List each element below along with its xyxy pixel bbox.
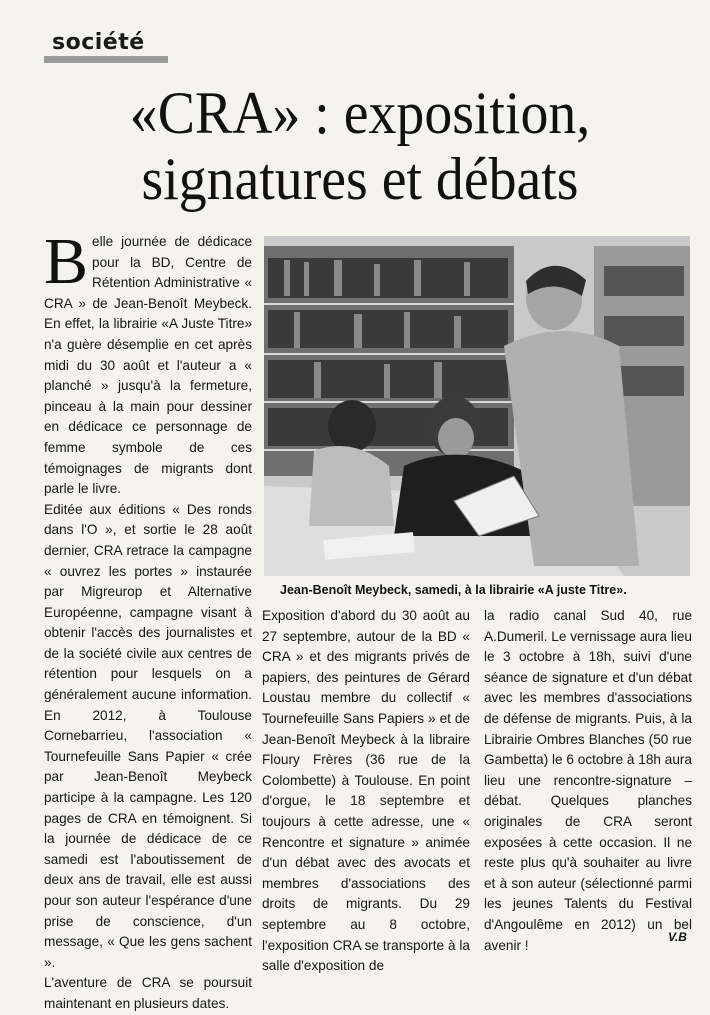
- paragraph-3: L'aventure de CRA se poursuit maintenant en plusieurs dates.: [44, 975, 252, 1011]
- article-column-1: [44, 225, 252, 1015]
- headline-line-2: signatures et débats: [141, 146, 579, 212]
- article-column-3: [484, 606, 692, 956]
- section-label: société: [52, 30, 145, 55]
- author-signature: V.B: [668, 930, 687, 944]
- drop-cap: B: [44, 225, 89, 298]
- paragraph-4: Exposition d'abord du 30 août au 27 septembre, autour de la BD « CRA » et des migrants privés de papiers, des peintures de Gérard Loustau membre du collectif « Tournefeuille Sans Papiers » et de Jean-Benoît Meybeck à la libraire Floury Frères (36 rue de la Colombette) à Toulouse. En point d'orgue, le 18 septembre et toujours à cette adresse, une « Rencontre et signature » animée d'un débat avec des avocats et membres d'associations des droits de migrants. Du 29 septembre au 8 octobre, l'exposition CRA se transporte à la salle d'exposition de: [262, 608, 470, 974]
- article-column-2: [262, 606, 470, 977]
- section-underline: [44, 56, 168, 63]
- headline: [62, 80, 657, 212]
- photo-caption: Jean-Benoît Meybeck, samedi, à la librairie «A juste Titre».: [280, 583, 627, 597]
- headline-line-1: «CRA» : exposition,: [129, 80, 591, 146]
- photo-illustration: [264, 236, 690, 576]
- bookstore-photo: [264, 236, 690, 576]
- paragraph-1: [44, 225, 252, 500]
- paragraph-1-text: elle journée de dédicace pour la BD, Centre de Rétention Administrative « CRA » de Jean-Benoît Meybeck. En effet, la librairie «A Juste Titre» n'a guère désemplie en cet après midi du 30 août et l'auteur a « planché » jusqu'à la fermeture, pinceau à la main pour dessiner en dédicace ce personnage de femme symbole de ces témoignages de migrants dont parle le livre.: [44, 234, 252, 497]
- paragraph-5: la radio canal Sud 40, rue A.Dumeril. Le vernissage aura lieu le 3 octobre à 18h, suivi d'une séance de signature et d'un débat avec les membres d'associations de défense de migrants. Puis, à la Librairie Ombres Blanches (50 rue Gambetta) le 6 octobre à 18h aura lieu une rencontre-signature – débat. Quelques planches originales de CRA seront exposées à cette occasion. Il ne reste plus qu'à souhaiter au livre et à son auteur (sélectionné parmi les jeunes Talents du Festival d'Angoulême en 2012) un bel avenir !: [484, 608, 692, 953]
- paragraph-2: Editée aux éditions « Des ronds dans l'O », et sortie le 28 août dernier, CRA retrace la campagne « ouvrez les portes » instaurée par Migreurop et Alternative Européenne, campagne visant à obtenir l'accès des journalistes et de la société civile aux centres de rétention pour lesquels on a généralement aucune information. En 2012, à Toulouse Cornebarrieu, l'association « Tournefeuille Sans Papier « crée par Jean-Benoît Meybeck participe à la campagne. Les 120 pages de CRA en témoignent. Si la journée de dédicace de ce samedi est l'aboutissement de deux ans de travail, elle est aussi pour son auteur l'espérance d'une prise de conscience, d'un message, « Que les gens sachent ».: [44, 501, 252, 970]
